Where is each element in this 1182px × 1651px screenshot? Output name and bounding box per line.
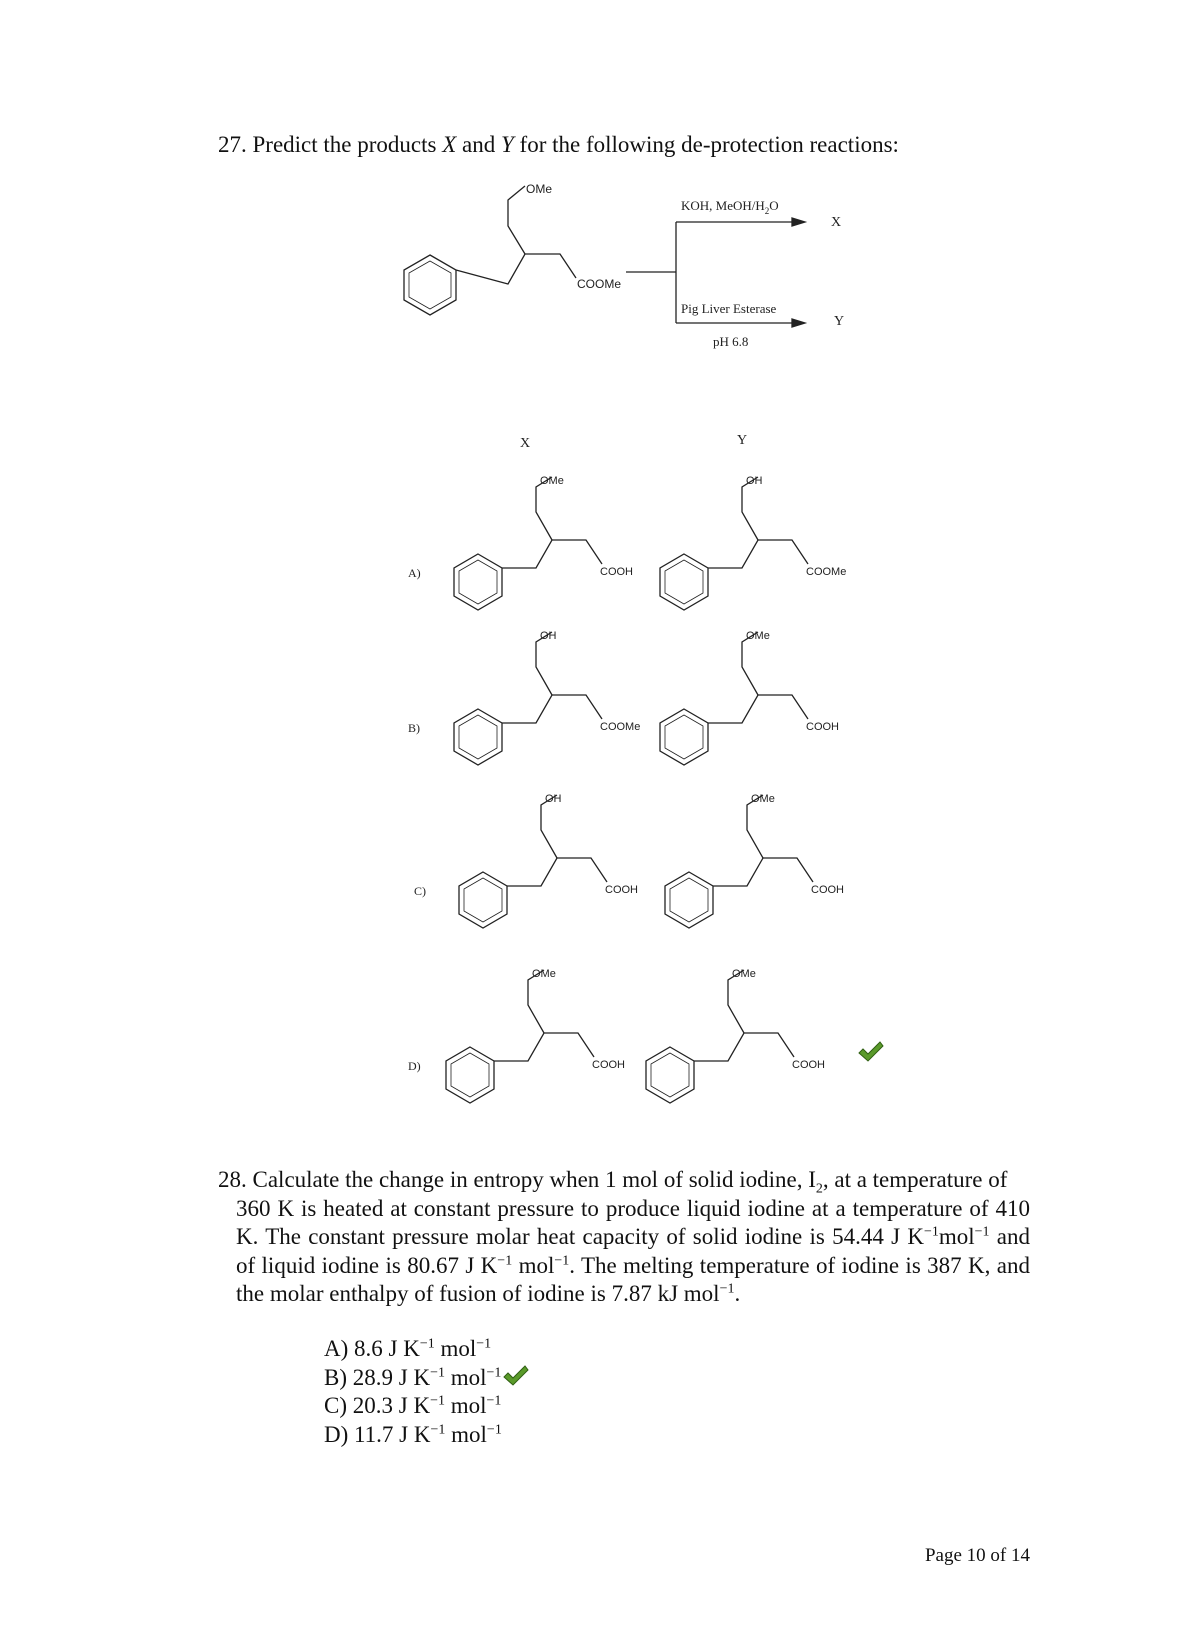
product-y-top-group: OMe bbox=[732, 968, 756, 980]
question-28-first-line: 28. Calculate the change in entropy when 1 mol of solid iodine, $I_2$, at a temperature of bbox=[218, 1167, 1008, 1197]
benzene-ring bbox=[459, 872, 507, 928]
bottom-product-label: Y bbox=[834, 314, 845, 329]
product-y-top-group: OMe bbox=[746, 630, 770, 642]
benzene-ring bbox=[660, 709, 708, 765]
checkmark-icon bbox=[503, 1365, 529, 1387]
product-y-structure bbox=[660, 475, 846, 610]
product-x-structure bbox=[454, 630, 640, 765]
product-y-side-group: COOH bbox=[792, 1059, 825, 1071]
product-y-structure bbox=[665, 793, 844, 928]
option-a[interactable]: A) 8.6 J $K^{-1}$ mol$^{-1}$ bbox=[324, 1336, 492, 1361]
carbon-chain bbox=[713, 858, 813, 886]
product-x-structure bbox=[454, 475, 633, 610]
page-number: Page 10 of 14 bbox=[924, 1545, 1030, 1566]
benzene-inner-ring bbox=[665, 560, 703, 604]
product-x-side-group: COOH bbox=[605, 884, 638, 896]
question-28-prompt bbox=[218, 1166, 1030, 1309]
benzene-ring bbox=[446, 1047, 494, 1103]
product-y-top-group: OH bbox=[746, 475, 763, 487]
product-x-side-group: COOH bbox=[592, 1059, 625, 1071]
benzene-inner-ring bbox=[451, 1053, 489, 1097]
carbon-chain bbox=[507, 858, 607, 886]
product-y-label: Y bbox=[501, 132, 514, 157]
start-side-label: COOMe bbox=[577, 277, 622, 291]
answer-letter: D) bbox=[408, 1059, 421, 1073]
answer-options-27 bbox=[408, 475, 883, 1103]
product-x-top-group: OH bbox=[545, 793, 562, 805]
benzene-ring bbox=[454, 554, 502, 610]
benzene-ring bbox=[665, 872, 713, 928]
benzene-inner-ring bbox=[665, 715, 703, 759]
answer-row-3[interactable] bbox=[414, 793, 844, 928]
product-y-side-group: COOH bbox=[811, 884, 844, 896]
starting-material-structure bbox=[404, 182, 621, 315]
product-y-side-group: COOH bbox=[806, 721, 839, 733]
answer-row-2[interactable] bbox=[408, 630, 839, 765]
carbon-chain bbox=[708, 695, 808, 723]
product-x-side-group: COOH bbox=[600, 566, 633, 578]
product-x-top-group: OMe bbox=[532, 968, 556, 980]
bottom-reagent: Pig Liver Esterase bbox=[681, 301, 777, 316]
product-y-structure bbox=[646, 968, 825, 1103]
product-x-top-group: OH bbox=[540, 630, 557, 642]
answer-row-1[interactable] bbox=[408, 475, 846, 610]
question-27-prompt: 27. Predict the products X and Y for the following de-protection reactions: bbox=[218, 132, 899, 157]
answer-letter: B) bbox=[408, 721, 420, 735]
product-y-top-group: OMe bbox=[751, 793, 775, 805]
answer-header-x: X bbox=[520, 436, 531, 451]
product-x-structure bbox=[459, 793, 638, 928]
benzene-inner-ring bbox=[459, 560, 497, 604]
carbon-chain bbox=[694, 1033, 794, 1061]
carbon-chain bbox=[708, 540, 808, 568]
product-y-side-group: COOMe bbox=[806, 566, 847, 578]
answer-letter: A) bbox=[408, 566, 421, 580]
answer-header-y: Y bbox=[737, 433, 748, 448]
option-b[interactable]: B) 28.9 J $K^{-1}$ mol$^{-1}$ bbox=[324, 1364, 529, 1393]
benzene-inner-ring bbox=[459, 715, 497, 759]
start-top-label: OMe bbox=[526, 182, 553, 196]
benzene-ring bbox=[646, 1047, 694, 1103]
benzene-inner-ring bbox=[464, 878, 502, 922]
product-x-top-group: OMe bbox=[540, 475, 564, 487]
carbon-chain bbox=[502, 695, 602, 723]
benzene-inner-ring bbox=[670, 878, 708, 922]
product-x-structure bbox=[446, 968, 625, 1103]
bottom-condition: pH 6.8 bbox=[713, 334, 749, 349]
benzene-inner-ring bbox=[651, 1053, 689, 1097]
question-28-options bbox=[324, 1335, 529, 1449]
option-d[interactable]: D) 11.7 J $K^{-1}$ mol$^{-1}$ bbox=[324, 1421, 502, 1447]
checkmark-icon bbox=[859, 1042, 883, 1061]
product-x-label: X bbox=[442, 132, 457, 157]
benzene-ring bbox=[454, 709, 502, 765]
option-c[interactable]: C) 20.3 J $K^{-1}$ mol$^{-1}$ bbox=[324, 1393, 502, 1418]
product-x-side-group: COOMe bbox=[600, 721, 641, 733]
question-28-body: 360 K is heated at constant pressure to produce liquid iodine at a temperature of 410 K. The constant pressure molar heat capacity of solid iodine is 54.44 J $K^{-1}mol^{-1}$ and of liquid iodine is 80.67 J $K^{-1}$ mol$^{-1}$. The melting temperature of iodine is 387 K, and the molar enthalpy of fusion of iodine is 7.87 kJ mol$^{-1}$. bbox=[236, 1195, 1030, 1306]
answer-letter: C) bbox=[414, 884, 426, 898]
top-reagent: KOH, MeOH/$H_2O$ bbox=[681, 198, 779, 216]
carbon-chain bbox=[502, 540, 602, 568]
top-product-label: X bbox=[831, 215, 842, 230]
product-y-structure bbox=[660, 630, 839, 765]
answer-row-4[interactable] bbox=[408, 968, 883, 1103]
benzene-ring bbox=[660, 554, 708, 610]
question-number: 27. bbox=[218, 132, 247, 157]
carbon-chain bbox=[494, 1033, 594, 1061]
